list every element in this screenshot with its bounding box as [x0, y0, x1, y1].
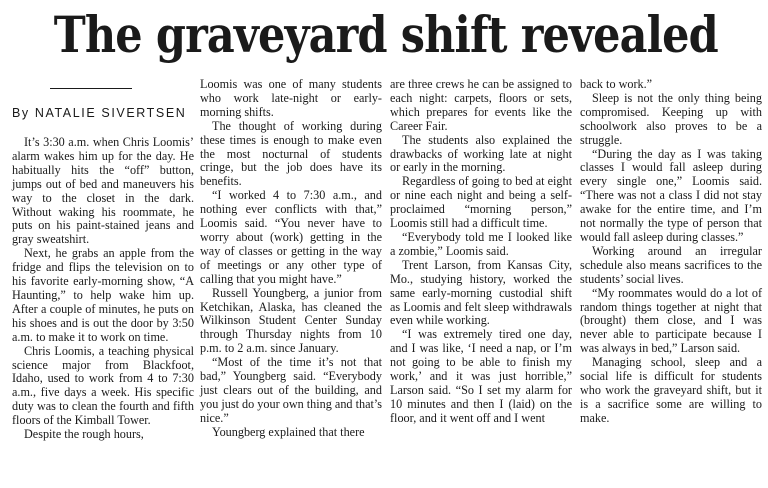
byline-rule — [50, 88, 132, 89]
article-column-3 — [390, 78, 572, 426]
article-paragraph: “During the day as I was taking classes I would fall asleep during every single one,” Loomis said. “There was not a class I did not stay awake for the entire time, and I’m not normally the type of person that would fall asleep during classes.” — [580, 146, 762, 244]
article-paragraph: Chris Loomis, a teaching physical science major from Blackfoot, Idaho, used to work from 4 to 7:30 a.m., five days a week. His specific duty was to clean the fourth and fifth floors of the Kimball Tower. — [12, 343, 194, 428]
article-paragraph: Youngberg explained that there — [212, 424, 365, 439]
article-paragraph: Working around an irregular schedule also means sacrifices to the students’ social lives. — [580, 243, 762, 286]
article-paragraph: Sleep is not the only thing being compromised. Keeping up with schoolwork also proves to be a struggle. — [580, 90, 762, 147]
article-paragraph: “I worked 4 to 7:30 a.m., and nothing ever conflicts with that,” Loomis said. “You never have to worry about (work) getting in the way of classes or getting in the way of meetings or any other type of calling that you might have.” — [200, 188, 382, 286]
article-paragraph: are three crews he can be assigned to each night: carpets, floors or sets, which prepares for events like the Career Fair. — [390, 77, 572, 133]
article-paragraph: “Most of the time it’s not that bad,” Youngberg said. “Everybody just clears out of the building, and you just do your own thing and that’s nice.” — [200, 355, 382, 425]
article-paragraph: “My roommates would do a lot of random things together at night that (brought) them close, and I was never able to participate because I was always in bed,” Larson said. — [580, 285, 762, 356]
article-paragraph: Russell Youngberg, a junior from Ketchikan, Alaska, has cleaned the Wilkinson Student Center Sunday through Thursday nights from 10 p.m. to 2 a.m. since January. — [200, 285, 382, 356]
article-paragraph: Despite the rough hours, — [24, 427, 144, 442]
article-paragraph: back to work.” — [580, 77, 653, 91]
article-paragraph: Loomis was one of many students who work late-night or early-morning shifts. — [200, 77, 382, 119]
article-paragraph: Managing school, sleep and a social life is difficult for students who work the graveyard shift, but it is a sacrifice some are willing to make. — [580, 355, 762, 425]
article-paragraph: It’s 3:30 a.m. when Chris Loomis’ alarm wakes him up for the day. He habitually hits the “off” button, jumps out of bed and maneuvers his way to the closet in the dark. Without waking his roommate, he puts on his paint-stained jeans and gray sweatshirt. — [12, 135, 194, 247]
article-column-1 — [12, 136, 194, 442]
article-paragraph: The students also explained the drawbacks of working late at night or early in the morning. — [390, 132, 572, 175]
article-paragraph: “I was extremely tired one day, and I was like, ‘I need a nap, or I’m not going to be able to finish my work,’ and it was just horrible,” Larson said. “So I set my alarm for 10 minutes and then I (laid) on the floor, and it went off and I went — [390, 327, 572, 425]
article-column-2 — [200, 78, 382, 440]
article-paragraph: Regardless of going to bed at eight or nine each night and being a self-proclaimed “morning person,” Loomis still had a difficult time. — [390, 174, 572, 231]
article-column-4 — [580, 78, 762, 426]
headline: The graveyard shift revealed — [53, 5, 718, 64]
article-paragraph: Next, he grabs an apple from the fridge and flips the television on to his favorite early-morning show, “A Haunting,” to help wake him up. After a couple of minutes, he puts on his shoes and is out the door by 3:50 a.m. to make it to work on time. — [12, 246, 194, 344]
article-paragraph: The thought of working during these times is enough to make even the most nocturnal of students cringe, but the job does have its benefits. — [200, 118, 382, 189]
article-paragraph: “Everybody told me I looked like a zombie,” Loomis said. — [390, 229, 572, 258]
byline: By NATALIE SIVERTSEN — [12, 106, 187, 120]
article-paragraph: Trent Larson, from Kansas City, Mo., studying history, worked the same early-morning custodial shift as Loomis and felt sleep withdrawals even while working. — [390, 257, 572, 328]
